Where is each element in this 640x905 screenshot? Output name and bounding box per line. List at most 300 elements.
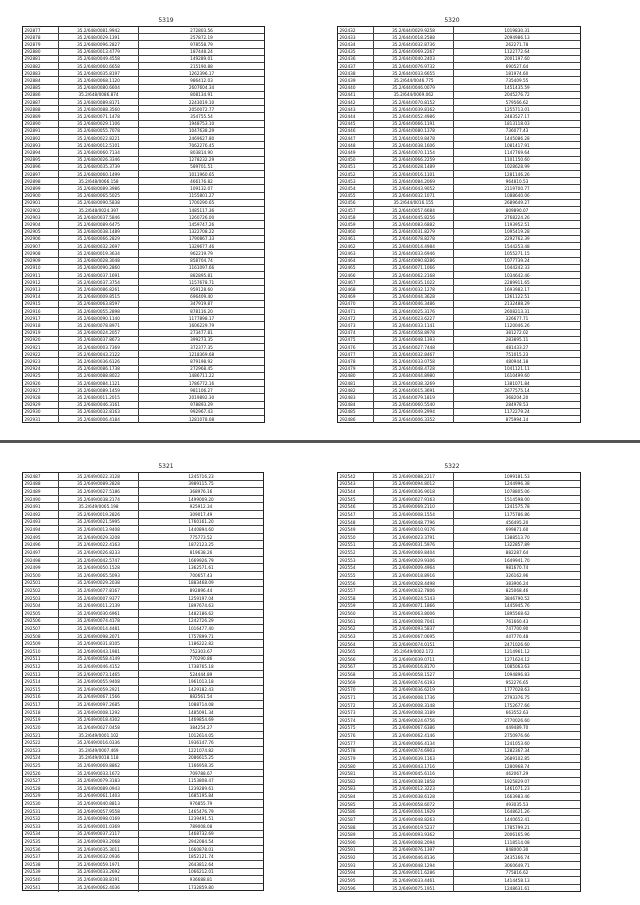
table-row	[23, 121, 264, 128]
amount-cell: 1465476.79	[188, 808, 214, 814]
amount-cell: 480944.18	[505, 358, 529, 364]
reference-code-cell: 35.2/649/0098.2071	[59, 633, 139, 640]
reference-code-cell: 35.2/648/0090.2860	[59, 265, 139, 271]
table-row	[338, 92, 580, 99]
table-row	[338, 732, 580, 740]
record-id-cell: 292505	[23, 610, 59, 617]
reference-code-cell: 35.2/644/0071.1066	[374, 265, 454, 271]
reference-code-cell: 35.2/648/0035.8197	[59, 70, 139, 76]
record-id-cell: 292506	[23, 618, 59, 625]
amount-cell: 1044242.33	[504, 265, 530, 271]
reference-code-cell: 35.2/644/0046.3486	[374, 301, 454, 307]
table-row	[338, 618, 580, 626]
data-table	[22, 26, 265, 423]
amount-cell: 466176.82	[190, 178, 213, 184]
record-id-cell: 292570	[338, 687, 374, 694]
reference-code-cell: 35.2/648/0003.7369	[59, 344, 139, 350]
amount-cell: 283895.11	[505, 337, 529, 343]
record-id-cell: 292890	[23, 121, 59, 127]
table-row	[23, 846, 263, 854]
record-id-cell: 292500	[23, 572, 59, 579]
amount-cell: 709788.67	[189, 770, 213, 776]
amount-cell: 1757899.71	[188, 633, 214, 639]
amount-cell: 2768224.26	[504, 214, 530, 220]
record-id-cell: 292558	[338, 595, 374, 602]
amount-cell: 1381071.84	[504, 380, 530, 386]
record-id-cell: 292483	[338, 394, 374, 400]
amount-cell: 1101150.60	[504, 157, 530, 163]
table-row	[23, 272, 264, 279]
reference-code-cell: 35.2/649/0048.7796	[374, 519, 454, 526]
table-row	[338, 286, 580, 293]
record-id-cell: 292579	[338, 755, 374, 762]
table-row	[338, 831, 580, 839]
amount-cell: 1883468.09	[188, 580, 214, 586]
amount-cell: 1486711.22	[188, 373, 215, 379]
reference-code-cell: 35.2/644/0084.2069	[374, 178, 454, 184]
record-id-cell: 292910	[23, 265, 59, 271]
table-row	[338, 763, 580, 771]
amount-cell: 751015.23	[505, 351, 529, 357]
table-row	[23, 838, 263, 846]
record-id-cell: 292879	[23, 41, 59, 47]
table-row	[338, 595, 580, 603]
record-id-cell: 292456	[338, 200, 374, 206]
reference-code-cell: 35.2/648/0090.1140	[59, 315, 139, 321]
amount-cell: 1388513.70	[504, 534, 530, 540]
table-row	[338, 679, 580, 687]
amount-cell: 284978.53	[505, 402, 529, 408]
amount-cell: 347919.87	[190, 301, 213, 307]
table-row	[338, 770, 580, 778]
table-row	[338, 99, 580, 106]
reference-code-cell: 35.2/644/0049.2994	[374, 409, 454, 415]
table-row	[23, 330, 264, 337]
record-id-cell: 292586	[338, 809, 374, 816]
amount-cell: 1606229.79	[188, 322, 215, 328]
table-row	[23, 41, 264, 48]
record-id-cell: 292923	[23, 358, 59, 364]
record-id-cell: 292542	[338, 473, 374, 480]
record-id-cell: 292442	[338, 99, 374, 105]
reference-code-cell: 35.2/644/0033.0758	[374, 358, 454, 364]
table-row	[23, 602, 263, 610]
table-row	[338, 481, 580, 489]
reference-code-cell: 35.2/649/0061.1403	[59, 793, 139, 800]
amount-cell: 383906.24	[505, 580, 529, 586]
table-row	[338, 740, 580, 748]
amount-cell: 1239491.51	[188, 816, 214, 822]
table-row	[23, 755, 263, 763]
reference-code-cell: 35.2/649/0033.1672	[59, 770, 139, 777]
reference-code-cell: 35.2/649/0093.9362	[374, 831, 454, 838]
record-id-cell: 292523	[23, 747, 59, 754]
record-id-cell: 292520	[23, 724, 59, 731]
table-row	[23, 294, 264, 301]
record-id-cell: 292594	[338, 870, 374, 877]
record-id-cell: 292911	[23, 272, 59, 278]
record-id-cell: 292457	[338, 207, 374, 213]
record-id-cell: 292577	[338, 740, 374, 747]
record-id-cell: 292479	[338, 366, 374, 372]
record-id-cell: 292920	[23, 337, 59, 343]
reference-code-cell: 35.2/649/0031.8105	[59, 640, 139, 647]
reference-code-cell: 35.2/649/0035.3011	[59, 846, 139, 853]
amount-cell: 1485091.34	[188, 709, 214, 715]
table-row	[23, 595, 263, 603]
record-id-cell: 292568	[338, 671, 374, 678]
amount-cell: 493035.53	[505, 801, 529, 807]
table-row	[23, 876, 263, 884]
amount-cell: 976855.79	[189, 801, 213, 806]
record-id-cell: 292925	[23, 373, 59, 379]
reference-code-cell: 35.2/649/0093.2068	[59, 838, 139, 845]
record-id-cell: 292433	[338, 34, 374, 40]
record-id-cell: 292560	[338, 610, 374, 617]
record-id-cell: 292557	[338, 587, 374, 594]
record-id-cell: 292526	[23, 770, 59, 777]
reference-code-cell: 35.2/644/0033.6946	[374, 250, 454, 256]
amount-cell: 1925829.07	[504, 778, 530, 784]
reference-code-cell: 35.2/649/0029.9306	[374, 557, 454, 564]
record-id-cell: 292922	[23, 351, 59, 357]
amount-cell: 1120046.26	[504, 322, 530, 328]
amount-cell: 1241053.60	[504, 740, 530, 746]
table-row	[23, 27, 264, 34]
reference-code-cell: 35.2/648/0071.1478	[59, 113, 139, 119]
reference-code-cell: 35.2/649/0007.9377	[59, 595, 139, 602]
amount-cell: 262271.78	[505, 42, 529, 47]
amount-cell: 579566.62	[505, 99, 529, 105]
table-row	[338, 373, 580, 380]
table-row	[338, 626, 580, 634]
table-row	[338, 402, 580, 409]
table-row	[23, 869, 263, 877]
table-row	[23, 416, 264, 423]
record-id-cell: 292565	[338, 648, 374, 655]
reference-code-cell: 35.2/644/0044.3628	[374, 294, 454, 300]
table-row	[23, 351, 264, 358]
reference-code-cell: 35.2/644/0048.1393	[374, 337, 454, 343]
table-row	[23, 358, 264, 365]
amount-cell: 257872.19	[190, 34, 213, 40]
record-id-cell: 292452	[338, 171, 374, 177]
record-id-cell: 292561	[338, 618, 374, 625]
reference-code-cell: 35.2/644/0018.2588	[374, 34, 454, 40]
reference-code-cell: 35.2/649/0071.1866	[374, 603, 454, 610]
table-row	[23, 77, 264, 84]
record-id-cell: 292489	[23, 488, 59, 495]
table-row	[23, 580, 263, 588]
record-id-cell: 292439	[338, 77, 374, 83]
amount-cell: 882287.64	[505, 550, 529, 556]
reference-code-cell: 35.2/649/0062.4036	[59, 884, 139, 892]
reference-code-cell: 35.2/648/0084.1121	[59, 380, 139, 386]
reference-code-cell: 35.2/649/0008.1554	[374, 511, 454, 518]
reference-code-cell: 35.2/649/0046.8136	[374, 854, 454, 861]
record-id-cell: 292900	[23, 193, 59, 199]
table-row	[23, 185, 264, 192]
reference-code-cell: 35.2/644/0045.8256	[374, 214, 454, 220]
record-id-cell: 292491	[23, 503, 59, 510]
reference-code-cell: 35.2/648/0066.158	[59, 178, 139, 184]
amount-cell: 2019892.30	[188, 394, 215, 400]
amount-cell: 1271624.12	[504, 656, 530, 662]
reference-code-cell: 35.2/649/0046.4152	[59, 663, 139, 670]
reference-code-cell: 35.2/644/0038.1606	[374, 142, 454, 148]
record-id-cell: 292534	[23, 831, 59, 838]
table-row	[23, 747, 263, 755]
record-id-cell: 292487	[23, 473, 59, 480]
amount-cell: 3989115.75	[188, 481, 214, 487]
record-id-cell: 292901	[23, 200, 59, 206]
record-id-cell: 292518	[23, 709, 59, 716]
table-row	[23, 279, 264, 286]
record-id-cell: 292545	[338, 496, 374, 503]
amount-cell: 1085063.63	[504, 664, 530, 670]
reference-code-cell: 35.2/644/0066.2259	[374, 157, 454, 163]
reference-code-cell: 35.2/644/0060.5540	[374, 402, 454, 408]
table-row	[338, 56, 580, 63]
record-id-cell: 292929	[23, 402, 59, 408]
reference-code-cell: 35.2/648/0096.2827	[59, 41, 139, 47]
reference-code-cell: 35.2/648/0012.5101	[59, 142, 139, 148]
reference-code-cell: 35.2/644/0016.1101	[374, 171, 454, 177]
table-row	[23, 534, 263, 542]
record-id-cell: 292484	[338, 402, 374, 408]
reference-code-cell: 35.2/649/0069.2110	[374, 504, 454, 511]
amount-cell: 663552.63	[505, 710, 529, 716]
reference-code-cell: 35.2/649/0067.0695	[374, 633, 454, 640]
reference-code-cell: 35.2/649/0074.4178	[59, 618, 139, 625]
table-row	[338, 106, 580, 113]
record-id-cell: 292459	[338, 221, 374, 227]
record-id-cell: 292893	[23, 142, 59, 148]
record-id-cell: 292531	[23, 808, 59, 815]
table-row	[338, 193, 580, 200]
table-row	[23, 171, 264, 178]
record-id-cell: 292524	[23, 755, 59, 762]
reference-code-cell: 35.2/648/0060.1499	[59, 171, 139, 177]
record-id-cell: 292453	[338, 178, 374, 184]
reference-code-cell: 35.2/649/0079.3183	[59, 777, 139, 784]
amount-cell: 1088640.06	[504, 193, 530, 199]
amount-cell: 1147769.64	[504, 150, 530, 156]
reference-code-cell: 35.2/649/0039.0711	[374, 656, 454, 663]
reference-code-cell: 35.2/648/0022.8221	[59, 135, 139, 141]
amount-cell: 456495.20	[505, 519, 529, 525]
reference-code-cell: 35.2/649/0038.6128	[374, 793, 454, 800]
amount-cell: 109132.07	[190, 186, 213, 192]
record-id-cell: 292501	[23, 580, 59, 587]
reference-code-cell: 35.2/648/0086.1738	[59, 366, 139, 372]
record-id-cell: 292583	[338, 786, 374, 793]
reference-code-cell: 35.2/648/0088.3560	[59, 106, 139, 112]
amount-cell: 1440894.60	[188, 527, 214, 533]
record-id-cell: 292512	[23, 663, 59, 670]
amount-cell: 1610499.60	[504, 373, 530, 379]
amount-cell: 1016477.40	[188, 625, 214, 631]
record-id-cell: 292438	[338, 70, 374, 76]
amount-cell: 3846790.52	[504, 595, 530, 601]
record-id-cell: 292930	[23, 409, 59, 415]
record-id-cell: 292548	[338, 519, 374, 526]
record-id-cell: 292889	[23, 113, 59, 119]
reference-code-cell: 35.2/648/0036.6126	[59, 358, 139, 364]
table-row	[23, 178, 264, 185]
reference-code-cell: 35.2/644/0057.6684	[374, 207, 454, 213]
reference-code-cell: 35.2/649/0008.3189	[374, 709, 454, 716]
table-row	[338, 801, 580, 809]
table-row	[338, 351, 580, 358]
table-row	[23, 777, 263, 785]
table-row	[338, 519, 580, 527]
table-row	[338, 496, 580, 504]
reference-code-cell: 35.2/649/0014.4481	[59, 625, 139, 632]
reference-code-cell: 35.2/649/0098.0169	[59, 815, 139, 822]
reference-code-cell: 35.2/644/0048.4728	[374, 366, 454, 372]
amount-cell: 384254.27	[189, 724, 213, 730]
amount-cell: 354755.54	[190, 114, 213, 120]
table-row	[338, 250, 580, 257]
reference-code-cell: 35.2/649/0063.8006	[374, 610, 454, 617]
reference-code-cell: 35.2/649/0065.5093	[59, 572, 139, 579]
reference-code-cell: 35.2/649/0040.8813	[59, 800, 139, 807]
amount-cell: 1244996.38	[504, 481, 530, 487]
table-row	[338, 380, 580, 387]
amount-cell: 1099181.53	[504, 473, 530, 479]
reference-code-cell: 35.2/649/0023.3791	[374, 534, 454, 541]
reference-code-cell: 35.2/648/0009.8515	[59, 294, 139, 300]
amount-cell: 1281078.08	[188, 417, 215, 423]
table-row	[338, 113, 580, 120]
reference-code-cell: 35.2/649/0074.0151	[374, 641, 454, 648]
reference-code-cell: 35.2/644/0014.4984	[374, 243, 454, 249]
reference-code-cell: 35.2/649/0032.7806	[374, 587, 454, 594]
amount-cell: 964810.53	[505, 178, 529, 184]
table-row	[23, 694, 263, 702]
reference-code-cell: 35.2/648/0019.3634	[59, 250, 139, 256]
record-id-cell: 292919	[23, 330, 59, 336]
reference-code-cell: 35.2/644/0033.6655	[374, 70, 454, 76]
record-id-cell: 292563	[338, 633, 374, 640]
reference-code-cell: 35.2/648/0060.7134	[59, 149, 139, 155]
table-row	[23, 648, 263, 656]
amount-cell: 882561.54	[189, 694, 213, 700]
table-row	[23, 686, 263, 694]
amount-cell: 962219.79	[190, 250, 213, 256]
record-id-cell: 292572	[338, 702, 374, 709]
record-id-cell: 292567	[338, 664, 374, 671]
amount-cell: 882895.81	[190, 272, 213, 278]
record-id-cell: 292451	[338, 164, 374, 170]
reference-code-cell: 35.2/649/0039.1163	[374, 755, 454, 762]
reference-code-cell: 35.2/649/0021.5995	[59, 519, 139, 526]
reference-code-cell: 35.2/649/0018.8916	[374, 572, 454, 579]
amount-cell: 752303.67	[189, 648, 213, 654]
record-id-cell: 292928	[23, 394, 59, 400]
record-id-cell: 292580	[338, 763, 374, 770]
reference-code-cell: 35.2/648/0060.6658	[59, 63, 139, 69]
record-id-cell: 292549	[338, 526, 374, 533]
table-row	[338, 526, 580, 534]
table-row	[23, 473, 263, 481]
record-id-cell: 292595	[338, 877, 374, 884]
record-id-cell: 292441	[338, 92, 374, 98]
amount-cell: 368204.20	[505, 394, 529, 400]
reference-code-cell: 35.2/648/0028.3048	[59, 258, 139, 264]
table-row	[23, 618, 263, 626]
reference-code-cell: 35.2/648/0055.7078	[59, 128, 139, 134]
table-row	[338, 717, 580, 725]
record-id-cell: 292915	[23, 301, 59, 307]
amount-cell: 1161097.66	[188, 265, 215, 271]
amount-cell: 1055271.15	[504, 250, 530, 256]
amount-cell: 1214961.12	[504, 649, 530, 655]
amount-cell: 326162.96	[505, 572, 529, 578]
record-id-cell: 292887	[23, 99, 59, 105]
reference-code-cell: 35.2/644/0069.062	[374, 92, 454, 98]
amount-cell: 1322857.89	[504, 542, 530, 548]
reference-code-cell: 35.2/649/0058.4149	[59, 656, 139, 663]
reference-code-cell: 35.2/649/0027.0458	[59, 724, 139, 731]
amount-cell: 1329677.46	[188, 243, 215, 249]
reference-code-cell: 35.2/648/0090.5838	[59, 200, 139, 206]
record-id-cell: 292465	[338, 265, 374, 271]
reference-code-cell: 35.2/644/0044.8980	[374, 373, 454, 379]
amount-cell: 2006165.96	[504, 832, 530, 838]
record-id-cell: 292904	[23, 221, 59, 227]
amount-cell: 735409.55	[505, 78, 529, 84]
record-id-cell: 292916	[23, 308, 59, 314]
table-row	[338, 344, 580, 351]
table-row	[338, 778, 580, 786]
reference-code-cell: 35.2/644/0027.7448	[374, 344, 454, 350]
reference-code-cell: 35.2/649/0012.3223	[374, 786, 454, 793]
record-id-cell: 292461	[338, 236, 374, 242]
record-id-cell: 292508	[23, 633, 59, 640]
record-id-cell: 292502	[23, 587, 59, 594]
record-id-cell: 292481	[338, 380, 374, 386]
record-id-cell: 292924	[23, 366, 59, 372]
table-row	[23, 200, 264, 207]
table-row	[23, 724, 263, 732]
page-number: 5320	[444, 17, 460, 24]
amount-cell: 986412.03	[190, 78, 213, 84]
reference-code-cell: 35.2/649/0038.8191	[59, 876, 139, 883]
record-id-cell: 292447	[338, 135, 374, 141]
amount-cell: 1028628.99	[504, 164, 530, 170]
record-id-cell: 292898	[23, 178, 59, 184]
table-row	[23, 258, 264, 265]
amount-cell: 2471026.60	[504, 641, 530, 647]
table-row	[23, 70, 264, 77]
record-id-cell: 292908	[23, 250, 59, 256]
table-row	[338, 542, 580, 550]
amount-cell: 1777028.63	[504, 687, 530, 693]
amount-cell: 1649941.70	[504, 557, 530, 563]
amount-cell: 447770.48	[505, 633, 529, 639]
record-id-cell: 292880	[23, 49, 59, 55]
table-row	[23, 49, 264, 56]
table-row	[23, 572, 263, 580]
table-row	[338, 200, 580, 207]
reference-code-cell: 35.2/644/0083.6882	[374, 221, 454, 227]
record-id-cell: 292514	[23, 678, 59, 685]
amount-cell: 747700.90	[505, 626, 529, 632]
amount-cell: 1469854.69	[188, 717, 214, 723]
amount-cell: 3060649.71	[504, 862, 530, 868]
